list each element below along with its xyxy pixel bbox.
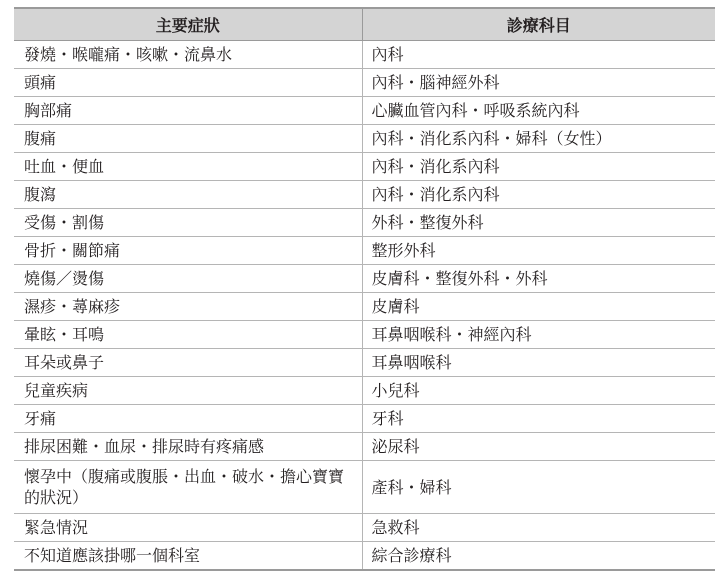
table-row: [14, 514, 715, 542]
symptom-cell: 受傷・割傷: [14, 209, 362, 237]
department-cell: 內科・腦神經外科: [362, 69, 715, 97]
department-cell: 牙科: [362, 405, 715, 433]
table-row: [14, 265, 715, 293]
symptom-cell: 發燒・喉嚨痛・咳嗽・流鼻水: [14, 41, 362, 69]
symptom-cell: 吐血・便血: [14, 153, 362, 181]
table-row: [14, 293, 715, 321]
header-symptom: 主要症狀: [14, 8, 362, 41]
table-row: [14, 41, 715, 69]
table-row: [14, 377, 715, 405]
symptom-cell: 不知道應該掛哪一個科室: [14, 542, 362, 571]
department-cell: 內科・消化系內科: [362, 181, 715, 209]
table-row: [14, 542, 715, 571]
header-department: 診療科目: [362, 8, 715, 41]
department-cell: 皮膚科: [362, 293, 715, 321]
department-cell: 綜合診療科: [362, 542, 715, 571]
symptom-cell: 懷孕中（腹痛或腹脹・出血・破水・擔心寶寶的狀況）: [14, 461, 362, 514]
table-row: [14, 461, 715, 514]
symptom-cell: 燒傷／燙傷: [14, 265, 362, 293]
symptom-cell: 緊急情況: [14, 514, 362, 542]
table-row: [14, 209, 715, 237]
symptom-cell: 頭痛: [14, 69, 362, 97]
table-row: [14, 405, 715, 433]
table-row: [14, 237, 715, 265]
table-row: [14, 349, 715, 377]
table-row: [14, 97, 715, 125]
symptom-cell: 濕疹・蕁麻疹: [14, 293, 362, 321]
symptom-cell: 腹痛: [14, 125, 362, 153]
symptom-cell: 暈眩・耳鳴: [14, 321, 362, 349]
department-cell: 皮膚科・整復外科・外科: [362, 265, 715, 293]
department-cell: 急救科: [362, 514, 715, 542]
table-header-row: [14, 8, 715, 41]
table-row: [14, 153, 715, 181]
department-cell: 內科・消化系內科: [362, 153, 715, 181]
symptom-cell: 耳朵或鼻子: [14, 349, 362, 377]
department-cell: 小兒科: [362, 377, 715, 405]
department-cell: 泌尿科: [362, 433, 715, 461]
department-cell: 耳鼻咽喉科: [362, 349, 715, 377]
department-cell: 內科: [362, 41, 715, 69]
table-row: [14, 69, 715, 97]
table-row: [14, 181, 715, 209]
symptom-cell: 胸部痛: [14, 97, 362, 125]
department-cell: 心臟血管內科・呼吸系統內科: [362, 97, 715, 125]
table-row: [14, 321, 715, 349]
symptom-cell: 腹瀉: [14, 181, 362, 209]
symptom-cell: 骨折・關節痛: [14, 237, 362, 265]
department-cell: 外科・整復外科: [362, 209, 715, 237]
department-cell: 耳鼻咽喉科・神經內科: [362, 321, 715, 349]
department-cell: 產科・婦科: [362, 461, 715, 514]
symptom-cell: 排尿困難・血尿・排尿時有疼痛感: [14, 433, 362, 461]
table-row: [14, 433, 715, 461]
table-row: [14, 125, 715, 153]
department-cell: 整形外科: [362, 237, 715, 265]
department-cell: 內科・消化系內科・婦科（女性）: [362, 125, 715, 153]
symptom-cell: 兒童疾病: [14, 377, 362, 405]
symptom-cell: 牙痛: [14, 405, 362, 433]
symptom-department-table: [14, 7, 715, 571]
